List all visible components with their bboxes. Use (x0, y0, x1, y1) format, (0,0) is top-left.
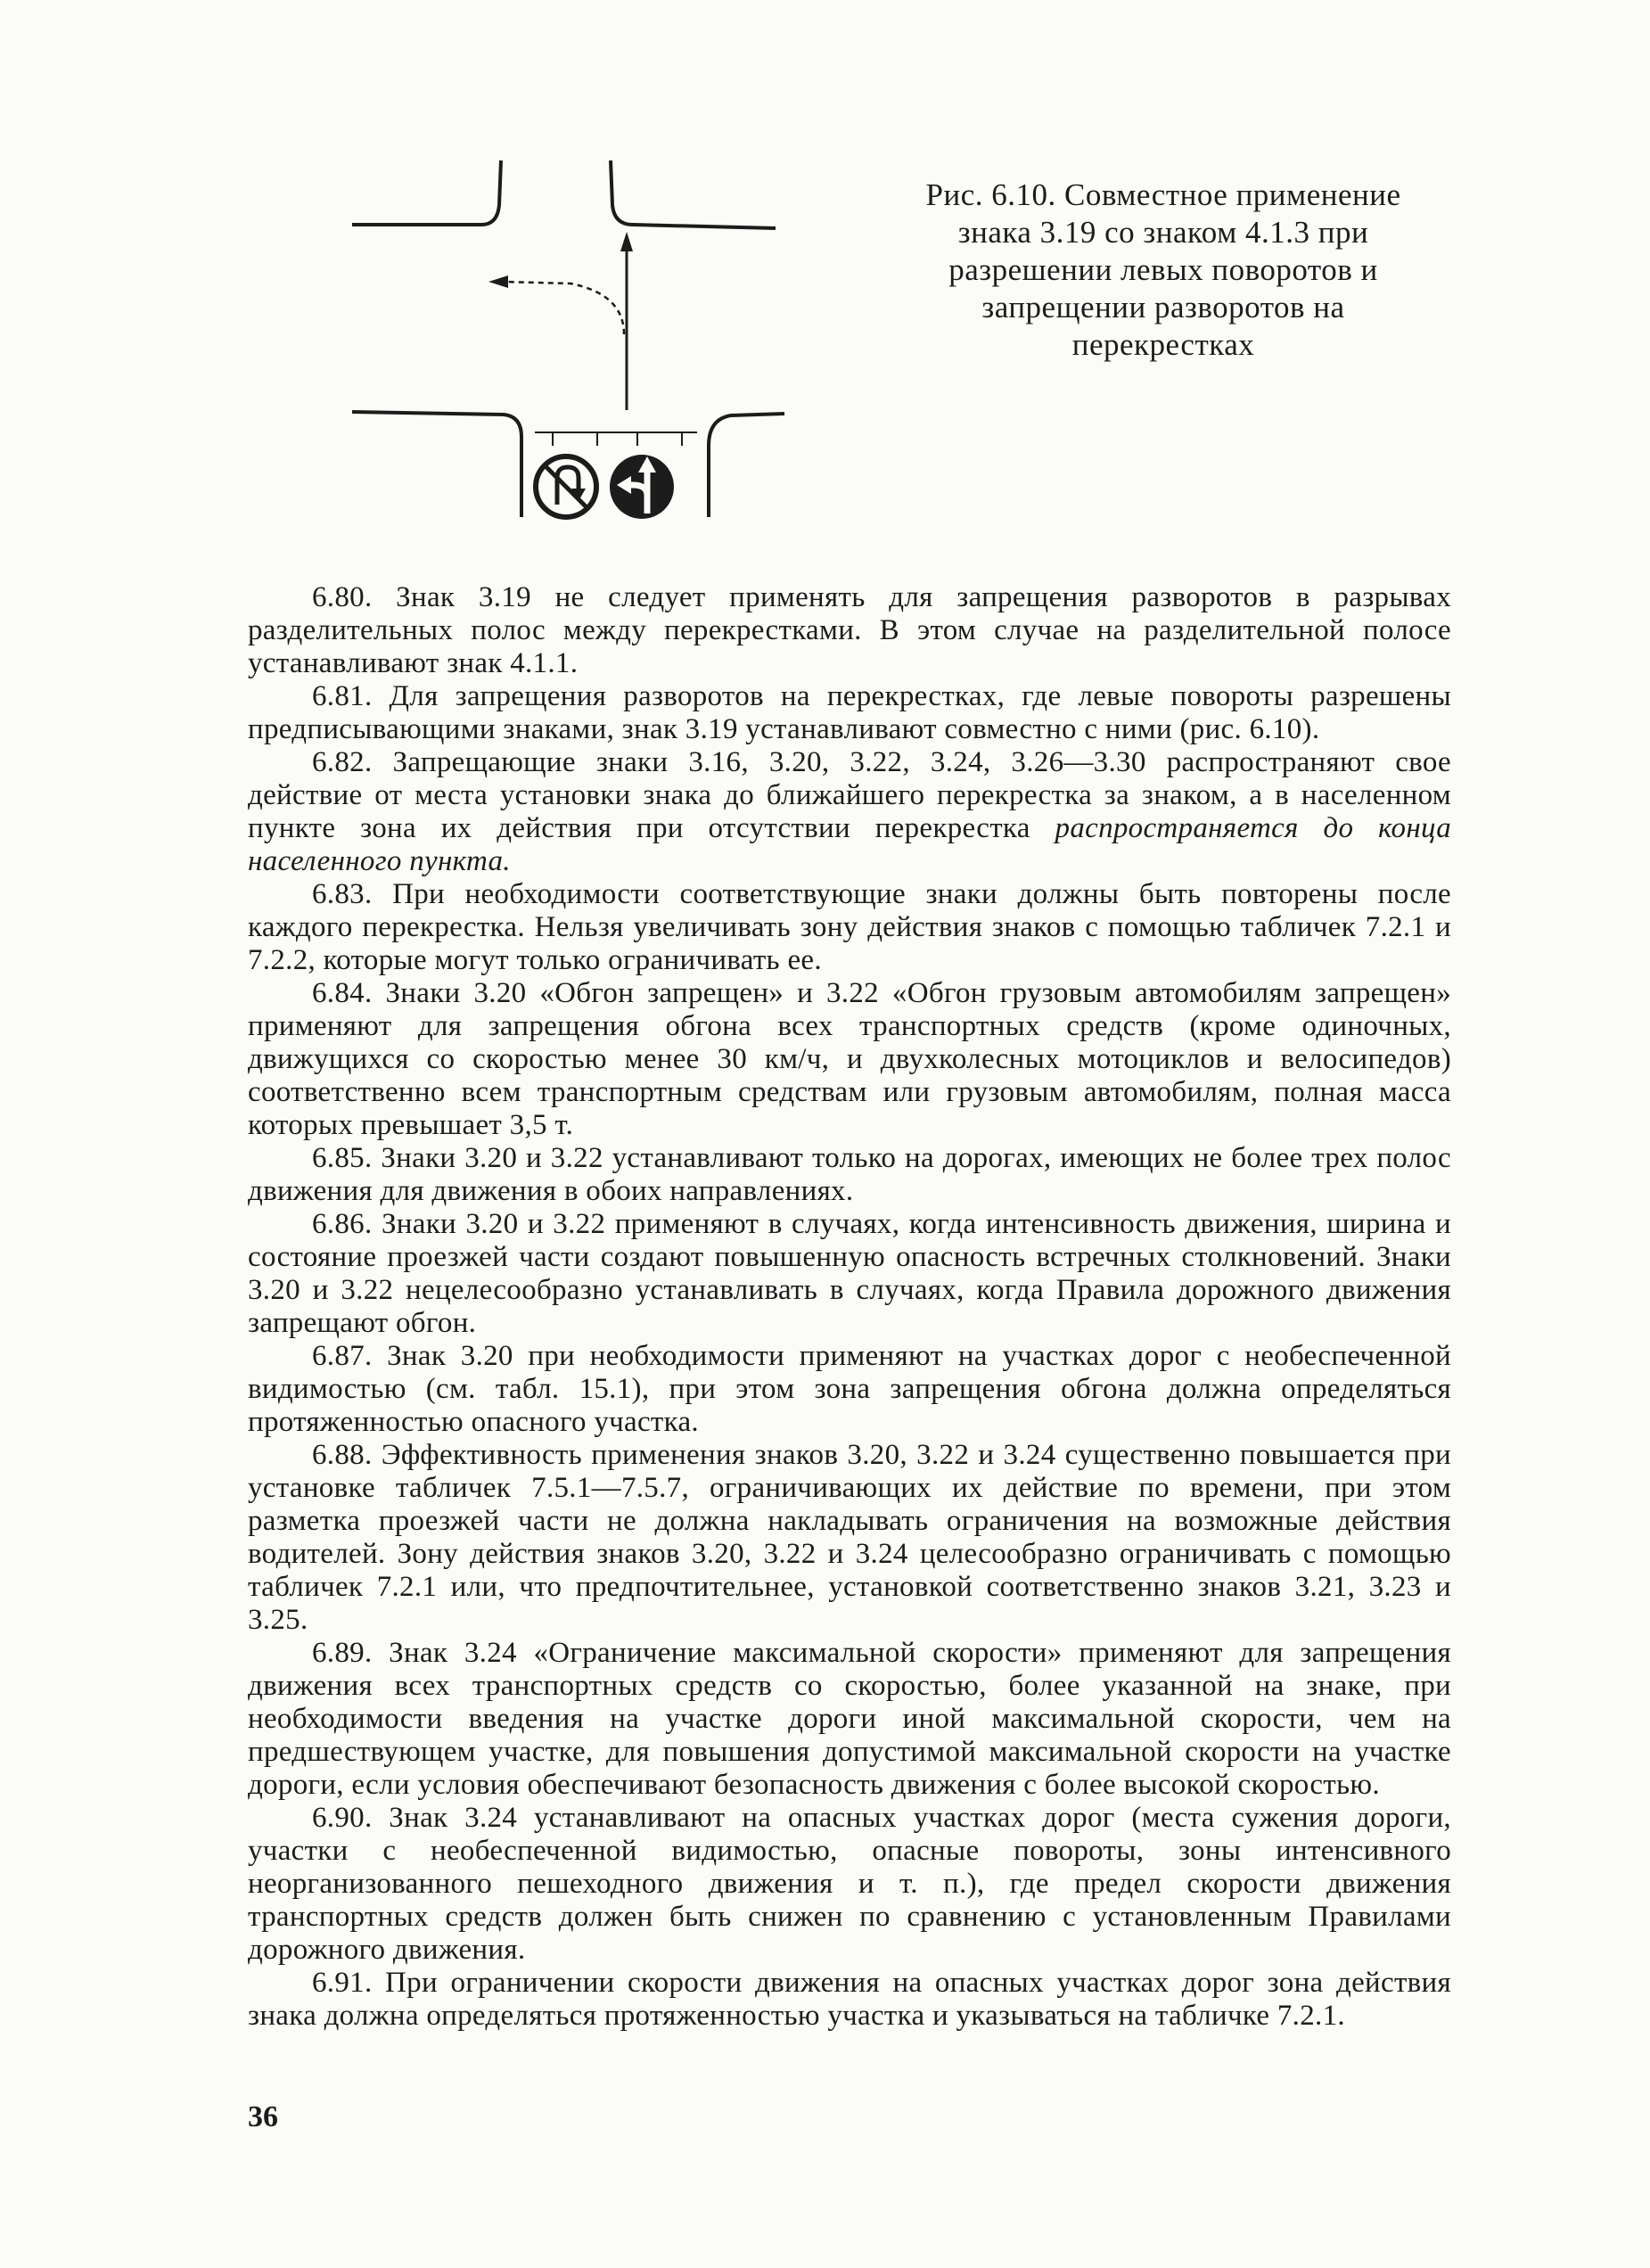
paragraph-6-89: 6.89. Знак 3.24 «Ограничение максимальной скорости» применяют для запрещения движения всех транспортных средств со скоростью, более указанной на знаке, при необходимости введения на участке дороги иной максимальной скорости, чем на предшествующем участке, для повышения допустимой максимальной скорости на участке дороги, если условия обеспечивают безопасность движения с более высокой скоростью. (248, 1637, 1451, 1801)
paragraph-6-88: 6.88. Эффективность применения знаков 3.20, 3.22 и 3.24 существенно повышается при установке табличек 7.5.1—7.5.7, ограничивающих их действие по времени, при этом разметка проезжей части не должна накладывать ограничения на возможные действия водителей. Зону действия знаков 3.20, 3.22 и 3.24 целесообразно ограничивать с помощью табличек 7.2.1 или, что предпочтительнее, установкой соответственно знаков 3.21, 3.23 и 3.25. (248, 1439, 1451, 1636)
page-number: 36 (248, 2100, 278, 2133)
paragraph-6-80: 6.80. Знак 3.19 не следует применять для запрещения разворотов в разрывах разделительных полос между перекрестками. В этом случае на разделительной полосе устанавливают знак 4.1.1. (248, 581, 1451, 679)
left-turn-arrow-icon (488, 275, 508, 288)
paragraph-6-81: 6.81. Для запрещения разворотов на перекрестках, где левые повороты разрешены предписывающими знаками, знак 3.19 устанавливают совместно с ними (рис. 6.10). (248, 680, 1451, 745)
paragraph-6-90: 6.90. Знак 3.24 устанавливают на опасных участках дорог (места сужения дороги, участки с необеспеченной видимостью, опасные повороты, зоны интенсивного неорганизованного пешеходного движения и т. п.), где предел скорости движения транспортных средств должен быть снижен по сравнению с установленным Правилами дорожного движения. (248, 1802, 1451, 1966)
paragraph-6-86: 6.86. Знаки 3.20 и 3.22 применяют в случаях, когда интенсивность движения, ширина и состояние проезжей части создают повышенную опасность встречных столкновений. Знаки 3.20 и 3.22 нецелесообразно устанавливать в случаях, когда Правила дорожного движения запрещают обгон. (248, 1208, 1451, 1339)
straight-arrow-icon (620, 232, 633, 251)
paragraph-6-91: 6.91. При ограничении скорости движения на опасных участках дорог зона действия знака должна определяться протяженностью участка и указываться на табличке 7.2.1. (248, 1967, 1451, 2032)
paragraph-6-83: 6.83. При необходимости соответствующие знаки должны быть повторены после каждого перекрестка. Нельзя увеличивать зону действия знаков с помощью табличек 7.2.1 и 7.2.2, которые могут только ограничивать ее. (248, 878, 1451, 976)
paragraph-6-82 (248, 746, 1451, 878)
paragraph-6-87: 6.87. Знак 3.20 при необходимости применяют на участках дорог с необеспеченной видимостью (см. табл. 15.1), при этом зона запрещения обгона должна определяться протяженностью опасного участка. (248, 1340, 1451, 1438)
paragraph-6-82-italic: распространяется до конца населенного пункта. (248, 812, 1451, 877)
no-u-turn-sign-icon (530, 448, 602, 528)
paragraph-6-82-text: 6.82. Запрещающие знаки 3.16, 3.20, 3.22, 3.24, 3.26—3.30 распространяют свое действие от места установки знака до ближайшего перекрестка за знаком, а в населенном пункте зона их действия при отсутствии перекрестка (248, 746, 1451, 844)
paragraph-6-84: 6.84. Знаки 3.20 «Обгон запрещен» и 3.22 «Обгон грузовым автомобилям запрещен» применяют для запрещения обгона всех транспортных средств (кроме одиночных, движущихся со скоростью менее 30 км/ч, и двухколесных мотоциклов и велосипедов) соответственно всем транспортным средствам или грузовым автомобилям, полная масса которых превышает 3,5 т. (248, 977, 1451, 1141)
body-text (248, 581, 1451, 2033)
turn-left-or-straight-sign-icon (606, 448, 677, 528)
paragraph-6-85: 6.85. Знаки 3.20 и 3.22 устанавливают только на дорогах, имеющих не более трех полос движения для движения в обоих направлениях. (248, 1142, 1451, 1207)
figure-caption: Рис. 6.10. Совместное применение знака 3.19 со знаком 4.1.3 при разрешении левых поворотов и запрещении разворотов на перекрестках (925, 177, 1401, 362)
